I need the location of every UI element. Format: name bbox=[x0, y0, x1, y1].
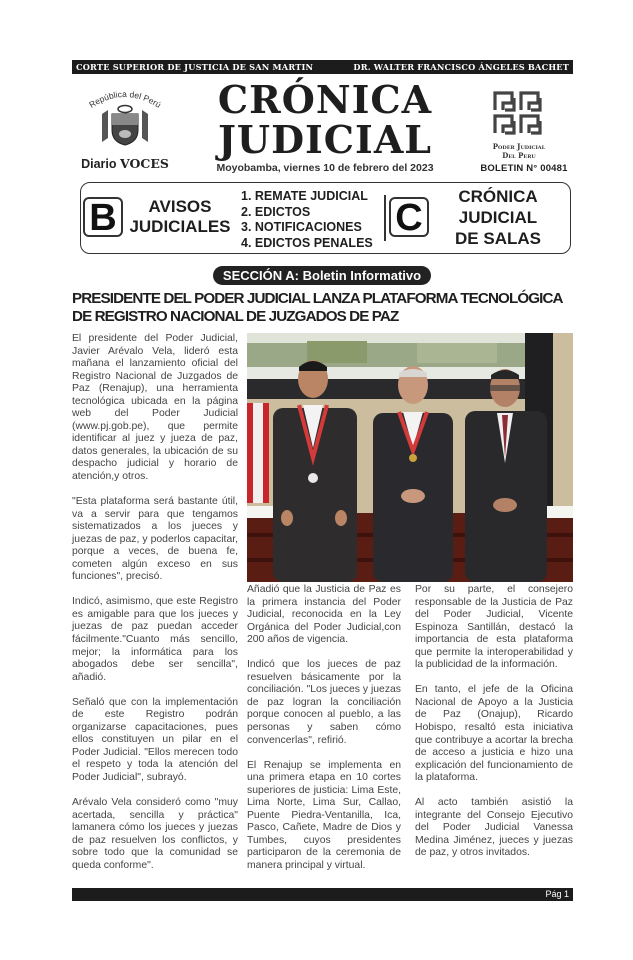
page-number: Pág 1 bbox=[545, 889, 569, 899]
avisos-list bbox=[241, 189, 373, 251]
poder-judicial-name bbox=[478, 142, 560, 160]
paragraph: Por su parte, el consejero responsable de la Justicia de Paz del Poder Judicial, Vicente Espinoza Santillán, destacó la importancia de esta plataforma que permite la interoperabilidad y la publicidad de la información. bbox=[415, 584, 573, 671]
ceremony-photo-image bbox=[247, 333, 573, 582]
president-name: DR. WALTER FRANCISCO ÁNGELES BACHET bbox=[353, 62, 569, 72]
paragraph: El presidente del Poder Judicial, Javier Arévalo Vela, lideró esta mañana el lanzamiento oficial del Registro Nacional de Juzgados de Paz (Renajup), una herramienta tecnológica ubicada en la página web del Poder Judicial (www.pj.gob.pe), que permite identificar al juez y jueza de paz, datos generales, la ubicación de su despacho judicial y horario de atención,y otros. bbox=[72, 333, 238, 483]
footer-bar bbox=[72, 888, 573, 901]
avisos-list-item: 1. REMATE JUDICIAL bbox=[241, 189, 368, 203]
section-b-letter: B bbox=[83, 197, 123, 237]
avisos-line2: JUDICIALES bbox=[129, 217, 231, 236]
avisos-judiciales-title bbox=[123, 197, 237, 237]
section-c-letter: C bbox=[389, 197, 429, 237]
paragraph: Arévalo Vela consideró como "muy acertada, sencilla y práctica" lamanera cómo los jueces y juezas de paz resuelven los conflictos, y sobre todo que la comunidad se queda conforme". bbox=[72, 797, 238, 871]
poder-judicial-logo bbox=[478, 90, 578, 180]
poder-judicial-logo-icon bbox=[492, 90, 544, 136]
dateline: Moyobamba, viernes 10 de febrero del 2023 bbox=[216, 162, 434, 174]
headline-line1: PRESIDENTE DEL PODER JUDICIAL LANZA PLATAFORMA TECNOLÓGICA bbox=[72, 290, 563, 307]
paragraph: Indicó que los jueces de paz resuelven básicamente por la conciliación. "Los jueces y juezas de paz logran la conciliación porque conocen al pueblo, a las personas y saben cómo convencerlas", refirió. bbox=[247, 659, 401, 746]
cronsal-line1: CRÓNICA bbox=[458, 187, 538, 206]
boletin-number: BOLETIN N° 00481 bbox=[480, 163, 568, 174]
article-column-2 bbox=[247, 584, 401, 885]
section-divider bbox=[384, 195, 386, 241]
svg-text:República del Perú: República del Perú bbox=[87, 88, 163, 110]
paragraph: Señaló que con la implementación de este Registro podrán organizarse capacitaciones, pues ellos constituyen un pilar en el Poder Judicial. "Ellos merecen todo el respeto y toda la atención del Poder Judicial", subrayó. bbox=[72, 696, 238, 783]
pj-name-line2: Del Peru bbox=[502, 151, 536, 160]
article-headline bbox=[72, 290, 582, 326]
paragraph: "Esta plataforma será bastante útil, va a servir para que tengamos sistematizados a los jueces y juezas de paz, y poderlos capacitar, porque a veces, de buena fe, cometen algún exceso en sus funciones", precisó. bbox=[72, 496, 238, 583]
cronsal-line3: DE SALAS bbox=[455, 229, 541, 248]
paragraph: El Renajup se implementa en una primera etapa en 10 cortes superiores de justicia: Lima Este, Lima Norte, Lima Sur, Callao, Puente Piedra-Ventanilla, Ica, Pasco, Cañete, Madre de Dios y Tumbes, cuyos presidentes participaron de la ceremonia de manera principal y virtual. bbox=[247, 759, 401, 871]
header-top-bar bbox=[72, 60, 573, 74]
pj-name-line1: Poder Judicial bbox=[492, 142, 546, 151]
masthead-judicial: JUDICIAL bbox=[217, 117, 433, 162]
masthead-cronica: CRÓNICA bbox=[217, 77, 433, 122]
paragraph: Al acto también asistió la integrante del Consejo Ejecutivo del Poder Judicial Vanessa Medina Jiménez, jueces y juezas de paz, y otros invitados. bbox=[415, 797, 573, 859]
article-photo bbox=[247, 333, 573, 582]
paragraph: Indicó, asimismo, que este Registro es amigable para que los jueces y juezas de paz puedan acceder fácilmente."Cuanto más sencillo, mejor; la informática para los abogados debe ser sencilla", añadió. bbox=[72, 596, 238, 683]
diario-voces-wordmark bbox=[78, 156, 172, 171]
section-label: SECCIÓN A: Boletin Informativo bbox=[213, 266, 431, 285]
headline-line2: DE REGISTRO NACIONAL DE JUZGADOS DE PAZ bbox=[72, 308, 399, 325]
article-column-1 bbox=[72, 333, 238, 885]
cronsal-line2: JUDICIAL bbox=[458, 208, 538, 227]
court-name: CORTE SUPERIOR DE JUSTICIA DE SAN MARTIN bbox=[76, 62, 314, 72]
diario-voces-logo bbox=[78, 86, 172, 178]
article-column-3 bbox=[415, 584, 573, 872]
paragraph: Añadió que la Justicia de Paz es la primera instancia del Poder Judicial, reconocida en la Ley Orgánica del Poder Judicial,con 200 años de vigencia. bbox=[247, 584, 401, 646]
avisos-list-item: 2. EDICTOS bbox=[241, 204, 311, 219]
avisos-line1: AVISOS bbox=[148, 197, 212, 216]
paragraph: En tanto, el jefe de la Oficina Nacional de Apoyo a la Justicia de Paz (Onajup), Ricardo Hobispo, resaltó esta iniciativa que contribuye a acortar la brecha de acceso a justicia e hizo una explicación del funcionamiento de la plataforma. bbox=[415, 684, 573, 784]
diario-word: Diario bbox=[81, 157, 117, 171]
cronica-salas-title bbox=[433, 186, 563, 249]
avisos-list-item: 3. NOTIFICACIONES bbox=[241, 220, 362, 234]
avisos-list-item: 4. EDICTOS PENALES bbox=[241, 235, 373, 250]
sections-box bbox=[80, 182, 571, 254]
peru-coat-of-arms-icon bbox=[98, 104, 152, 146]
voces-word: VOCES bbox=[120, 156, 169, 171]
